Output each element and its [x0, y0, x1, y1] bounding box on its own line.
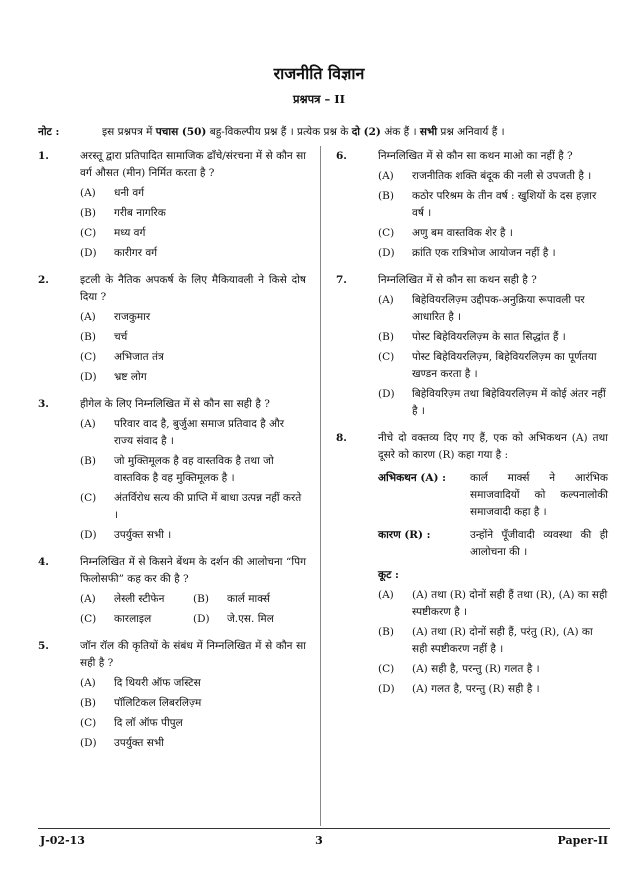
option: (C) (A) सही है, परन्तु (R) गलत है ।	[378, 663, 540, 675]
option: (C) अणु बम वास्तविक शेर है ।	[378, 227, 513, 239]
option: (B) चर्च	[80, 331, 128, 343]
question-number: 7.	[336, 274, 347, 286]
option: (D) बिहेवियरिज़्म तथा बिहेवियरलिज़्म में कोई अंतर नहीं है ।	[378, 388, 606, 417]
option: (D) उपर्युक्त सभी	[80, 737, 164, 749]
page-subtitle: प्रश्नपत्र – II	[292, 92, 346, 106]
option: (A) बिहेवियरलिज़्म उद्दीपक-अनुक्रिया रूपावली पर आधारित है ।	[378, 294, 585, 323]
option: (D) उपर्युक्त सभी ।	[80, 529, 172, 541]
option: (C) अंतर्विरोध सत्य की प्राप्ति में बाधा उत्पन्न नहीं करते ।	[80, 492, 302, 521]
column-divider	[320, 146, 321, 826]
option: (B) जो मुक्तिमूलक है वह वास्तविक है तथा जो वास्तविक है वह मुक्तिमूलक है ।	[80, 455, 274, 484]
option: (C) मध्य वर्ग	[80, 227, 146, 239]
footer-paper: Paper-II	[557, 834, 608, 847]
option: (C) पोस्ट बिहेवियरलिज़्म, बिहेवियरलिज़्म का पूर्णतया खण्डन करता है ।	[378, 351, 597, 380]
option: (B) पॉलिटिकल लिबरलिज़्म	[80, 697, 202, 709]
note-label: नोट :	[38, 126, 60, 138]
option: (D) कारीगर वर्ग	[80, 247, 158, 259]
footer-code: J-02-13	[40, 834, 85, 847]
option: (B) कठोर परिश्रम के तीन वर्ष : खुशियों के दस हज़ार वर्ष ।	[378, 190, 597, 219]
option: (C) अभिजात तंत्र	[80, 351, 164, 363]
footer-rule	[38, 828, 610, 829]
page-title: राजनीति विज्ञान	[273, 64, 365, 83]
question-2	[38, 272, 306, 386]
option: (D) भ्रष्ट लोग	[80, 371, 147, 383]
right-column	[336, 148, 608, 708]
reason: कारण (R) : उन्होंने पूँजीवादी व्यवस्था की ही आलोचना की ।	[378, 529, 608, 558]
option: (B) पोस्ट बिहेवियरलिज़्म के सात सिद्धांत हैं ।	[378, 331, 566, 343]
assertion: अभिकथन (A) : कार्ल मार्क्स ने आरंभिक समाजवादियों को कल्पनालोकी समाजवादी कहा है ।	[378, 472, 608, 518]
question-number: 3.	[38, 398, 49, 410]
question-1	[38, 148, 306, 262]
option: (D) क्रांति एक रात्रिभोज आयोजन नहीं है ।	[378, 247, 556, 259]
instructions-note	[38, 120, 618, 144]
question-6	[336, 148, 608, 262]
question-number: 2.	[38, 274, 49, 286]
question-number: 8.	[336, 432, 347, 444]
question-stem: इटली के नैतिक अपकर्ष के लिए मैकियावली ने किसे दोष दिया ?	[80, 274, 306, 303]
question-stem: निम्नलिखित में से कौन सा कथन माओ का नहीं है ?	[378, 150, 573, 162]
option: (A) दि थियरी ऑफ जस्टिस	[80, 677, 201, 689]
question-3	[38, 396, 306, 544]
option: (D) (A) गलत है, परन्तु (R) सही है ।	[378, 683, 540, 695]
question-stem: जॉन रॉल की कृतियों के संबंध में निम्नलिखित में से कौन सा सही है ?	[80, 640, 306, 669]
question-stem: अरस्तू द्वारा प्रतिपादित सामाजिक ढाँचे/संरचना में से कौन सा वर्ग औसत (मीन) निर्मित करता है ?	[80, 150, 306, 179]
option: (A) धनी वर्ग	[80, 187, 145, 199]
option: (C) दि लॉ ऑफ पीपुल	[80, 717, 183, 729]
option: (A) (A) तथा (R) दोनों सही हैं तथा (R), (A) का सही स्पष्टीकरण है ।	[378, 589, 608, 618]
question-number: 1.	[38, 150, 49, 162]
code-label: कूट :	[378, 569, 399, 581]
question-number: 5.	[38, 640, 49, 652]
question-stem: हीगेल के लिए निम्नलिखित में से कौन सा सही है ?	[80, 398, 270, 410]
question-stem: निम्नलिखित में से कौन सा कथन सही है ?	[378, 274, 537, 286]
question-stem: नीचे दो वक्तव्य दिए गए हैं, एक को अभिकथन (A) तथा दूसरे को कारण (R) कहा गया है :	[378, 432, 608, 461]
question-5	[38, 638, 306, 752]
option-row: (A) लेस्ली स्टीफेन (B) कार्ल मार्क्स	[80, 593, 270, 605]
page-number: 3	[315, 834, 323, 847]
question-7	[336, 272, 608, 420]
option-row: (C) कारलाइल (D) जे.एस. मिल	[80, 613, 274, 625]
question-number: 6.	[336, 150, 347, 162]
question-number: 4.	[38, 556, 49, 568]
note-text: इस प्रश्नपत्र में पचास (50) बहु-विकल्पीय प्रश्न हैं । प्रत्येक प्रश्न के दो (2) अंक हैं । सभी प्रश्न अनिवार्य हैं ।	[102, 126, 505, 138]
option: (A) परिवार वाद है, बुर्जुआ समाज प्रतिवाद है और राज्य संवाद है ।	[80, 418, 285, 447]
option: (A) राजनीतिक शक्ति बंदूक की नली से उपजती है ।	[378, 170, 592, 182]
option: (B) (A) तथा (R) दोनों सही हैं, परंतु (R), (A) का सही स्पष्टीकरण नहीं है ।	[378, 626, 593, 655]
option: (A) राजकुमार	[80, 311, 151, 323]
option: (B) गरीब नागरिक	[80, 207, 166, 219]
question-4	[38, 554, 306, 628]
left-column	[38, 148, 306, 762]
question-stem: निम्नलिखित में से किसने बेंथम के दर्शन की आलोचना “पिग फिलोसफी” कह कर की है ?	[80, 556, 306, 585]
question-8	[336, 430, 608, 698]
